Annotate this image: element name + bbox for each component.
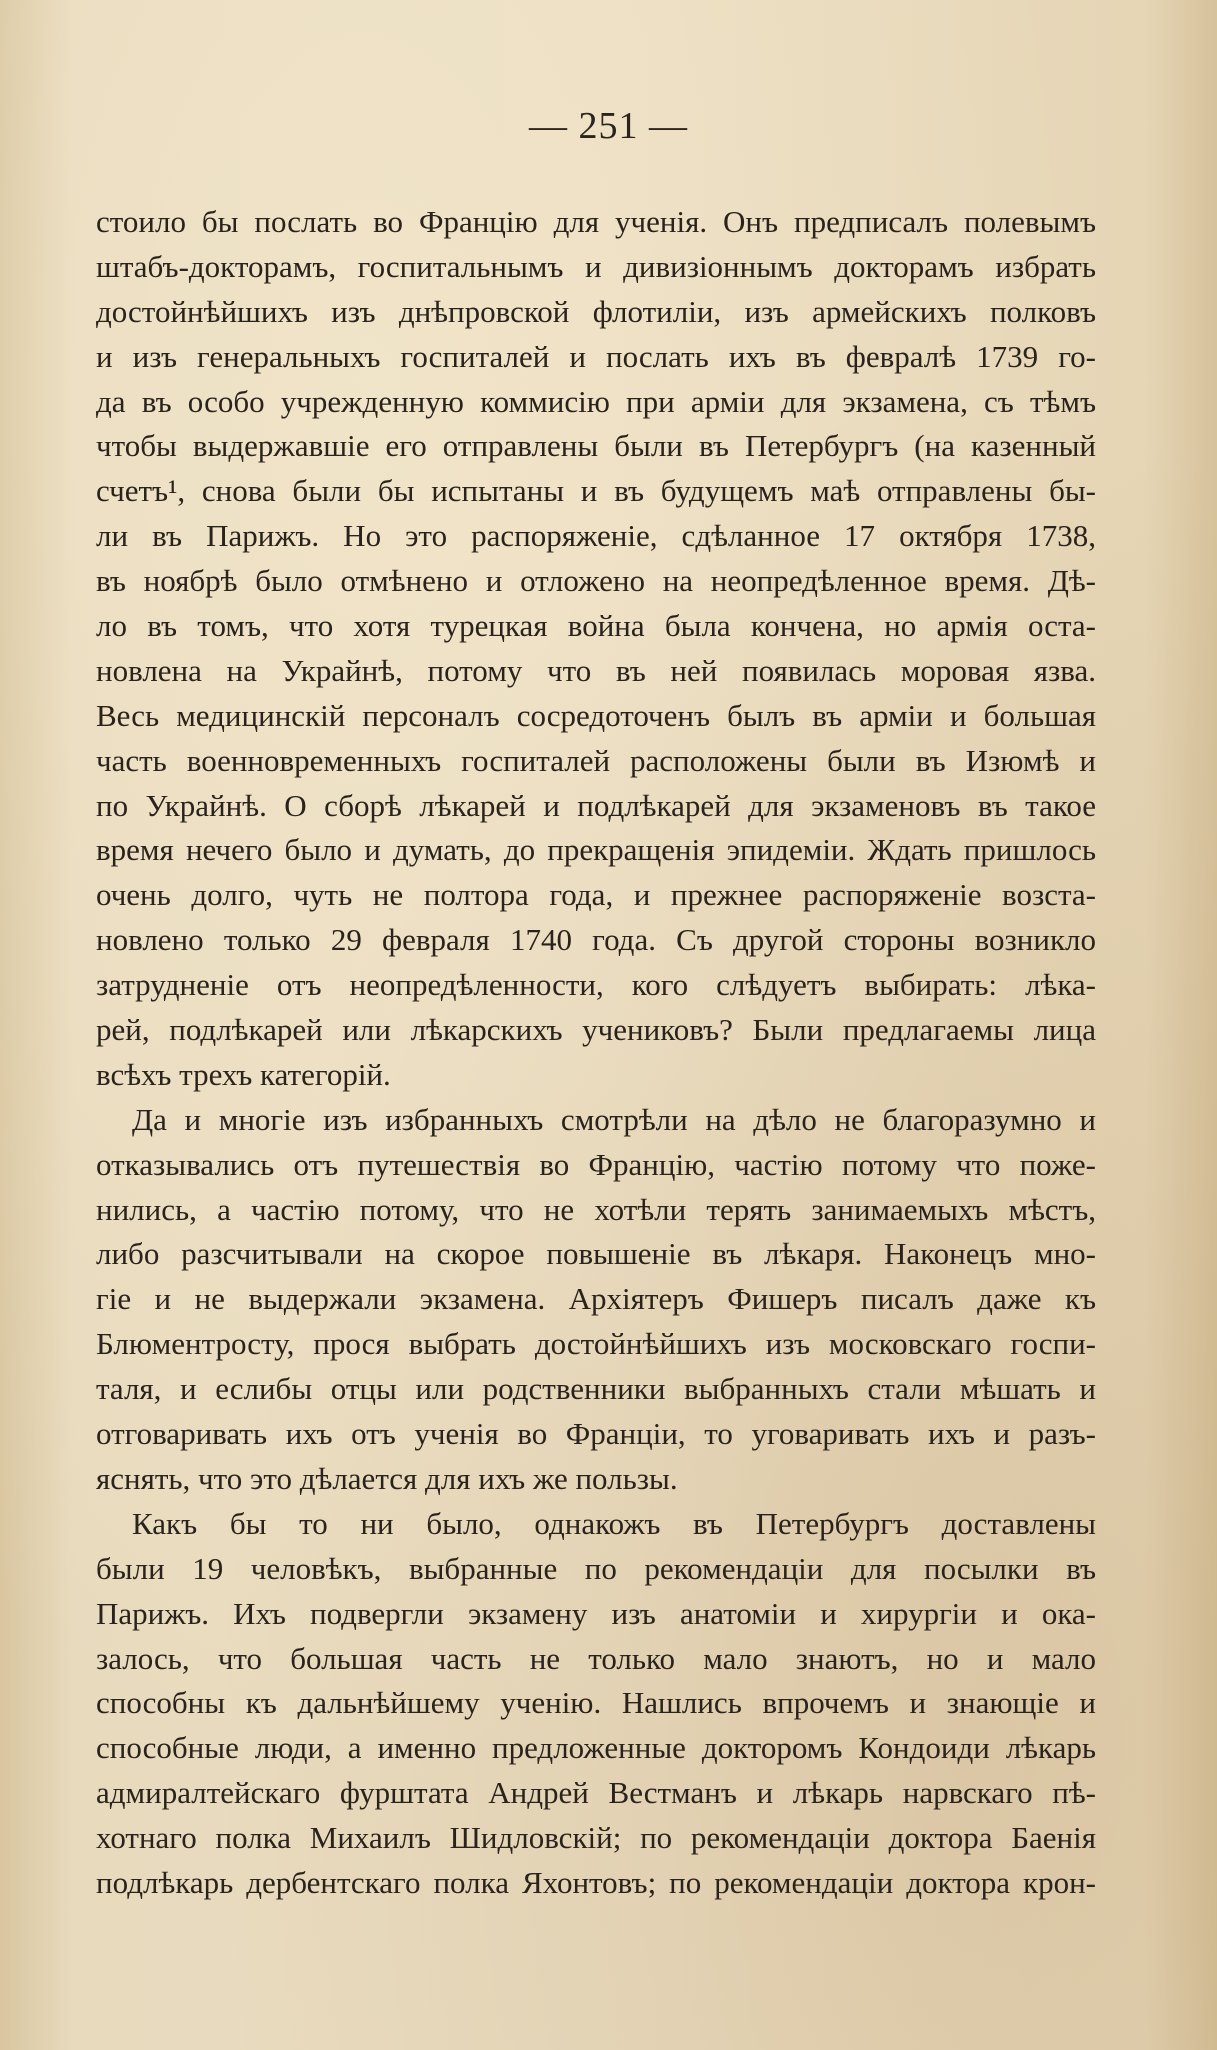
text-line: залось, что большая часть не только мало знаютъ, но и мало — [96, 1640, 1096, 1676]
paragraph-1 — [96, 200, 1096, 1098]
text-line: ло въ томъ, что хотя турецкая война была кончена, но армія оста- — [96, 608, 1096, 644]
text-line: способные люди, а именно предложенные докторомъ Кондоиди лѣкарь — [96, 1730, 1096, 1766]
text-line: счетъ¹, снова были бы испытаны и въ будущемъ маѣ отправлены бы- — [96, 473, 1096, 509]
text-line: Весь медицинскій персоналъ сосредоточенъ былъ въ арміи и большая — [96, 697, 1096, 733]
text-line: Какъ бы то ни было, однакожъ въ Петербургъ доставлены — [132, 1505, 1096, 1541]
text-line: отказывались отъ путешествія во Францію, частію потому что поже- — [96, 1146, 1096, 1182]
text-line: часть военновременныхъ госпиталей расположены были въ Изюмѣ и — [96, 742, 1096, 778]
text-line: либо разсчитывали на скорое повышеніе въ лѣкаря. Наконецъ мно- — [96, 1236, 1096, 1272]
text-line: ли въ Парижъ. Но это распоряженіе, сдѣланное 17 октября 1738, — [96, 518, 1096, 554]
text-line: новлено только 29 февраля 1740 года. Съ другой стороны возникло — [96, 922, 1096, 958]
text-line: стоило бы послать во Францію для ученія. Онъ предписалъ полевымъ — [96, 204, 1096, 239]
text-line: нились, а частію потому, что не хотѣли терять занимаемыхъ мѣстъ, — [96, 1191, 1096, 1227]
text-line: затрудненіе отъ неопредѣленности, кого слѣдуетъ выбирать: лѣка- — [96, 967, 1096, 1003]
text-line: таля, и еслибы отцы или родственники выбранныхъ стали мѣшать и — [96, 1371, 1096, 1407]
text-line: гіе и не выдержали экзамена. Архіятеръ Фишеръ писалъ даже къ — [96, 1281, 1096, 1317]
text-line: подлѣкарь дербентскаго полка Яхонтовъ; по рекомендаціи доктора крон- — [96, 1864, 1096, 1900]
text-line: штабъ-докторамъ, госпитальнымъ и дивизіоннымъ докторамъ избрать — [96, 248, 1096, 284]
body-text — [96, 200, 1096, 1906]
text-line: Парижъ. Ихъ подвергли экзамену изъ анатоміи и хирургіи и ока- — [96, 1595, 1096, 1631]
text-line: время нечего было и думать, до прекращенія эпидеміи. Ждать пришлось — [96, 832, 1096, 868]
text-line: Блюментросту, прося выбрать достойнѣйшихъ изъ московскаго госпи- — [96, 1326, 1096, 1362]
text-line: да въ особо учрежденную коммисію при арміи для экзамена, съ тѣмъ — [96, 383, 1096, 419]
text-line: и изъ генеральныхъ госпиталей и послать ихъ въ февралѣ 1739 го- — [96, 338, 1096, 374]
paragraph-2 — [96, 1098, 1096, 1502]
text-line: въ ноябрѣ было отмѣнено и отложено на неопредѣленное время. Дѣ- — [96, 563, 1096, 599]
page-number: — 251 — — [529, 105, 688, 147]
text-line: всѣхъ трехъ категорій. — [96, 1056, 391, 1092]
text-line: отговаривать ихъ отъ ученія во Франціи, то уговаривать ихъ и разъ- — [96, 1416, 1096, 1452]
text-line: адмиралтейскаго фурштата Андрей Вестманъ и лѣкарь нарвскаго пѣ- — [96, 1775, 1096, 1811]
text-line: по Украйнѣ. О сборѣ лѣкарей и подлѣкарей для экзаменовъ въ такое — [96, 787, 1096, 823]
text-line: очень долго, чуть не полтора года, и прежнее распоряженіе возста- — [96, 877, 1096, 913]
text-line: рей, подлѣкарей или лѣкарскихъ учениковъ? Были предлагаемы лица — [96, 1012, 1096, 1048]
text-line: были 19 человѣкъ, выбранные по рекомендаціи для посылки въ — [96, 1550, 1096, 1586]
text-line: способны къ дальнѣйшему ученію. Нашлись впрочемъ и знающіе и — [96, 1685, 1096, 1721]
paragraph-3 — [96, 1502, 1096, 1906]
text-line: Да и многіе изъ избранныхъ смотрѣли на дѣло не благоразумно и — [132, 1101, 1096, 1137]
text-line: достойнѣйшихъ изъ днѣпровской флотиліи, изъ армейскихъ полковъ — [96, 293, 1096, 329]
text-line: хотнаго полка Михаилъ Шидловскій; по рекомендаціи доктора Баенія — [96, 1820, 1096, 1856]
text-line: чтобы выдержавшіе его отправлены были въ Петербургъ (на казенный — [96, 428, 1096, 464]
text-line: яснять, что это дѣлается для ихъ же пользы. — [96, 1460, 678, 1496]
text-line: новлена на Украйнѣ, потому что въ ней появилась моровая язва. — [96, 652, 1096, 688]
